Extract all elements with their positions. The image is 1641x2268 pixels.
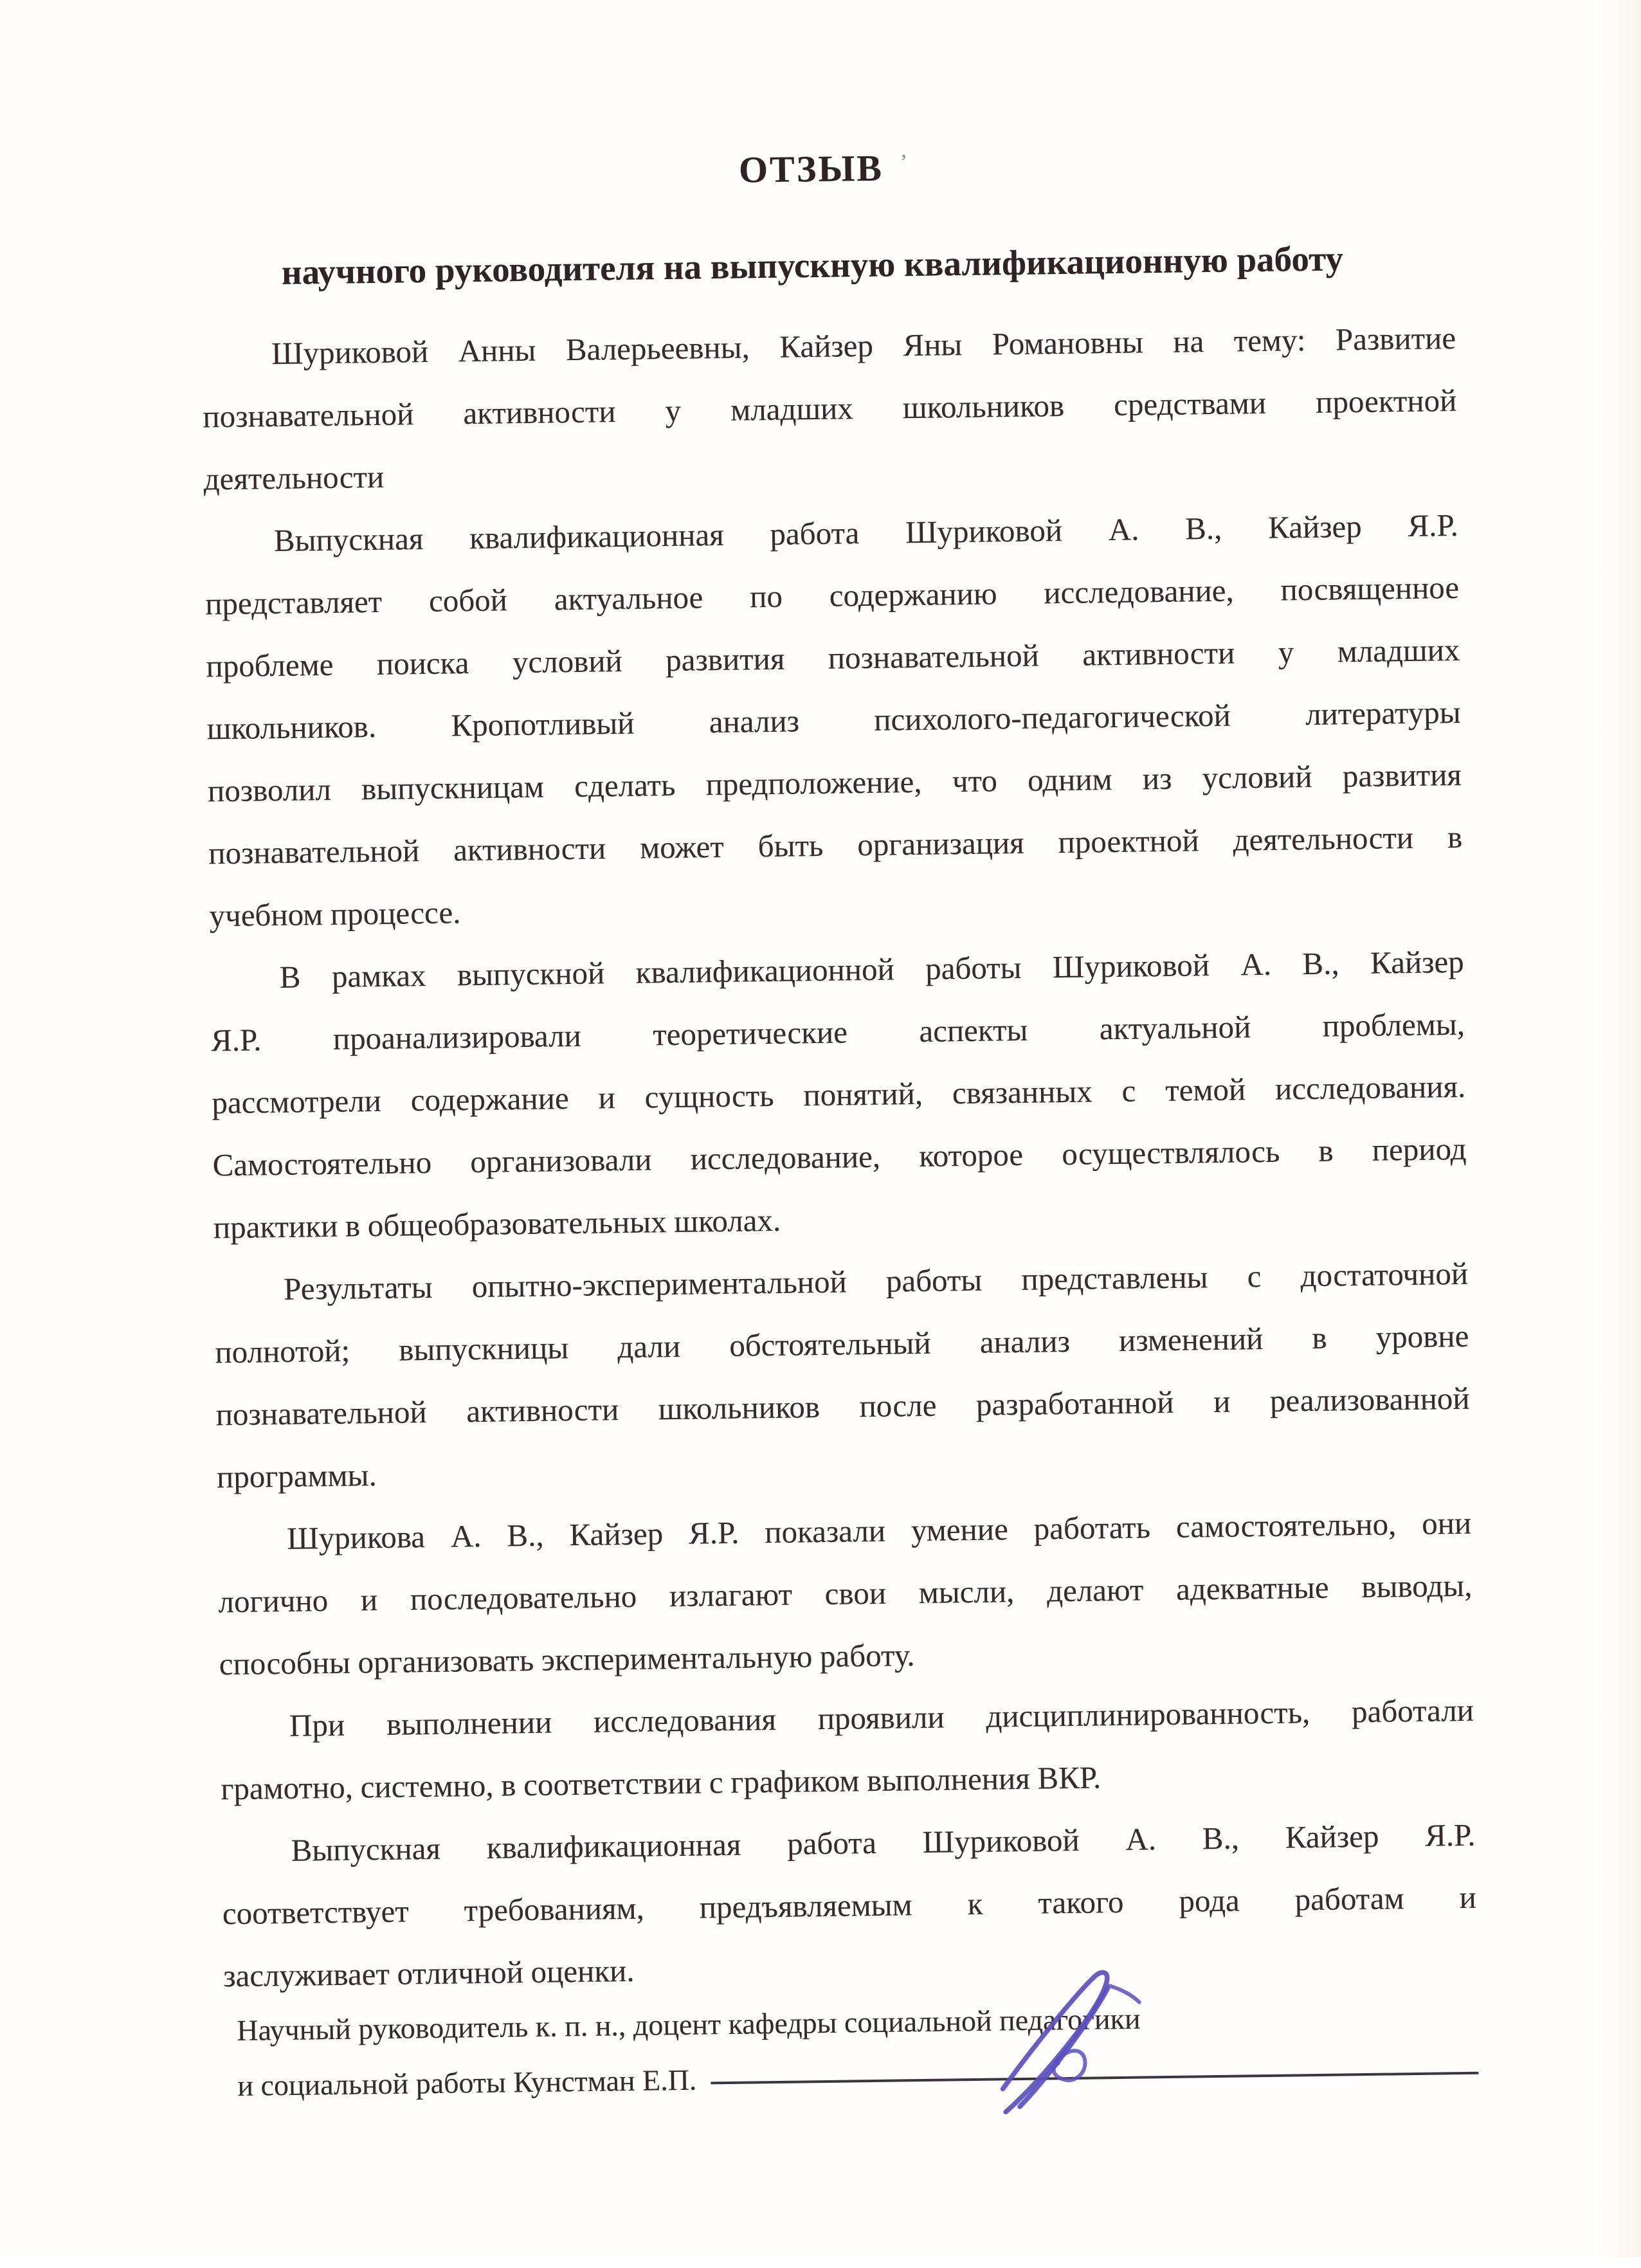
body-line: Выпускная квалификационная работа Шуриковой А. В., Кайзер Я.Р. bbox=[291, 1817, 1476, 1868]
body-line: При выполнении исследования проявили дисциплинированность, работали bbox=[289, 1692, 1474, 1743]
body-line: познавательной активности может быть организация проектной деятельности в bbox=[208, 819, 1463, 871]
body-line: Шурикова А. В., Кайзер Я.Р. показали умение работать самостоятельно, они bbox=[286, 1505, 1472, 1556]
body-line: способны организовать экспериментальную работу. bbox=[219, 1637, 915, 1682]
document-footer bbox=[224, 1987, 1479, 2114]
body-line: рассмотрели содержание и сущность понятий, связанных с темой исследования. bbox=[212, 1068, 1466, 1121]
document-text-column bbox=[197, 0, 1479, 2114]
body-line: познавательной активности у младших школьников средствами проектной bbox=[203, 382, 1457, 435]
body-line: грамотно, системно, в соответствии с графиком выполнения ВКР. bbox=[221, 1759, 1102, 1807]
body-line: Я.Р. проанализировали теоретические аспекты актуальной проблемы, bbox=[210, 1006, 1465, 1058]
body-line: школьников. Кропотливый анализ психолого-педагогической литературы bbox=[206, 694, 1461, 747]
body-line: полнотой; выпускницы дали обстоятельный анализ изменений в уровне bbox=[215, 1318, 1469, 1370]
document-title bbox=[184, 138, 1438, 200]
body-line: программы. bbox=[216, 1457, 377, 1495]
document-body bbox=[202, 307, 1478, 2007]
body-line: Выпускная квалификационная работа Шуриковой А. В., Кайзер Я.Р. bbox=[273, 507, 1459, 559]
body-line: логично и последовательно излагают свои мысли, делают адекватные выводы, bbox=[218, 1567, 1473, 1620]
body-line: В рамках выпускной квалификационной работы Шуриковой А. В., Кайзер bbox=[279, 943, 1465, 995]
body-line: представляет собой актуальное по содержанию исследование, посвященное bbox=[204, 569, 1460, 622]
body-line: проблеме поиска условий развития познавательной активности у младших bbox=[206, 631, 1460, 684]
body-line: заслуживает отличной оценки. bbox=[222, 1952, 635, 1994]
body-line: Шуриковой Анны Валерьеевны, Кайзер Яны Романовны на тему: Развитие bbox=[271, 320, 1456, 372]
body-line: позволил выпускницам сделать предположение, что одним из условий развития bbox=[207, 756, 1462, 809]
body-line: Самостоятельно организовали исследование, которое осуществлялось в период bbox=[212, 1130, 1467, 1183]
body-line: деятельности bbox=[203, 458, 385, 497]
scan-stray-mark: ʼ bbox=[900, 150, 908, 175]
document-header bbox=[184, 138, 1440, 296]
body-line: познавательной активности школьников после разработанной и реализованной bbox=[215, 1380, 1470, 1433]
supervisor-title-line: Научный руководитель к. п. н., доцент кафедры социальной педагогики bbox=[236, 2002, 1141, 2047]
body-line: учебном процессе. bbox=[209, 894, 461, 934]
document-title-text: ОТЗЫВ bbox=[738, 147, 884, 191]
document-subtitle: научного руководителя на выпускную квалификационную работу bbox=[281, 239, 1344, 292]
signature-ink bbox=[975, 1950, 1183, 2120]
body-line: Результаты опытно-экспериментальной работы представлены с достаточной bbox=[283, 1255, 1469, 1307]
body-line: соответствует требованиям, предъявляемым к такого рода работам и bbox=[222, 1879, 1477, 1932]
supervisor-name-label: и социальной работы Кунстман Е.П. bbox=[237, 2063, 697, 2102]
body-line: практики в общеобразовательных школах. bbox=[213, 1202, 781, 1246]
